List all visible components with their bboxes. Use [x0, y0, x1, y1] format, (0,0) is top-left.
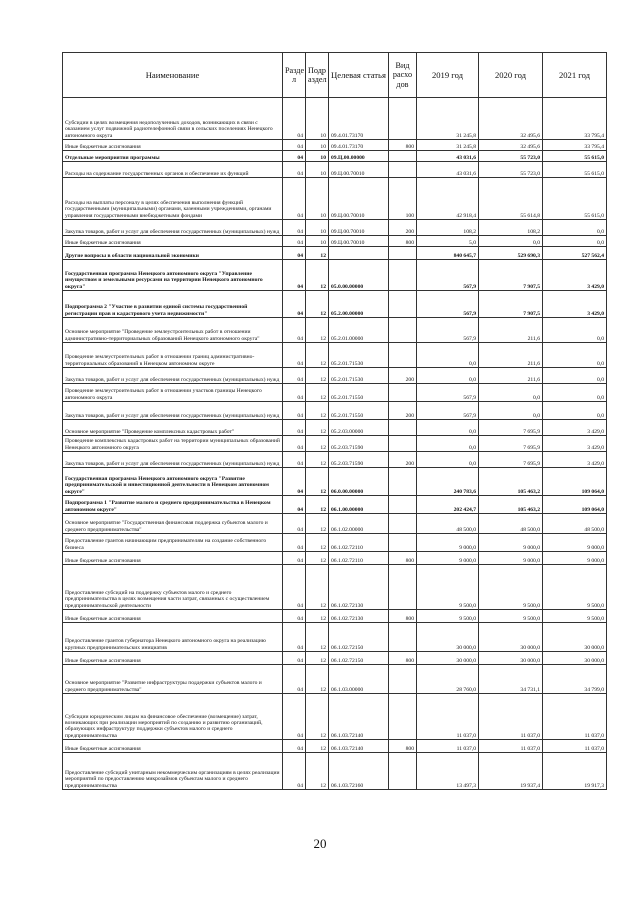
row-section: 04 — [283, 652, 306, 665]
table-row — [63, 452, 607, 468]
row-target-article: 09.Ц.00.70010 — [329, 162, 389, 178]
row-name: Государственная программа Ненецкого автономного округа "Развитие предпринимательской и инвестиционной деятельности в Ненецком автономном округе" — [63, 468, 283, 496]
row-amount-2019: 0,0 — [417, 368, 479, 384]
table-row — [63, 740, 607, 753]
row-amount-2020: 529 690,3 — [479, 247, 543, 260]
row-amount-2020: 7 907,5 — [479, 291, 543, 318]
row-section: 04 — [283, 140, 306, 151]
row-name: Подпрограмма 2 "Участие в развитии единой системы государственной регистрации прав и кадастрового учета недвижимости" — [63, 291, 283, 318]
table-row — [63, 534, 607, 552]
row-target-article: 06.1.02.72150 — [329, 623, 389, 652]
row-amount-2021: 34 799,0 — [543, 665, 607, 694]
row-target-article: 05.2.01.71550 — [329, 384, 389, 402]
row-expense-type — [389, 514, 417, 534]
row-expense-type: 800 — [389, 140, 417, 151]
row-section: 04 — [283, 178, 306, 220]
row-amount-2021: 9 500,0 — [543, 565, 607, 610]
table-row — [63, 162, 607, 178]
row-amount-2021: 9 000,0 — [543, 552, 607, 565]
row-target-article: 09.4.01.73170 — [329, 140, 389, 151]
row-section: 04 — [283, 468, 306, 496]
row-expense-type — [389, 291, 417, 318]
row-expense-type — [389, 623, 417, 652]
row-expense-type — [389, 162, 417, 178]
row-amount-2020: 55 723,0 — [479, 151, 543, 162]
row-amount-2020: 7 695,9 — [479, 436, 543, 452]
row-section: 04 — [283, 623, 306, 652]
row-amount-2020: 55 723,0 — [479, 162, 543, 178]
table-row — [63, 260, 607, 291]
row-amount-2020: 105 463,2 — [479, 468, 543, 496]
row-amount-2020: 108,2 — [479, 220, 543, 236]
table-row — [63, 98, 607, 140]
row-name: Расходы на содержание государственных органов и обеспечение их функций — [63, 162, 283, 178]
row-amount-2020: 105 463,2 — [479, 496, 543, 514]
row-amount-2019: 567,9 — [417, 291, 479, 318]
row-amount-2021: 0,0 — [543, 236, 607, 247]
row-amount-2019: 30 000,0 — [417, 652, 479, 665]
row-amount-2019: 5,0 — [417, 236, 479, 247]
row-name: Предоставление грантов губернатора Ненецкого автономного округа на реализацию крупных предпринимательских инициатив — [63, 623, 283, 652]
row-amount-2019: 31 245,8 — [417, 98, 479, 140]
table-row — [63, 753, 607, 790]
row-expense-type — [389, 420, 417, 436]
row-expense-type: 800 — [389, 652, 417, 665]
row-amount-2020: 48 500,0 — [479, 514, 543, 534]
row-expense-type: 800 — [389, 552, 417, 565]
row-target-article: 05.2.03.71590 — [329, 436, 389, 452]
row-section: 04 — [283, 162, 306, 178]
row-amount-2021: 30 000,0 — [543, 623, 607, 652]
row-name: Основное мероприятие "Проведение землеустроительных работ в отношении административно-территориальных образований Ненецкого автономного округа" — [63, 318, 283, 343]
row-amount-2021: 33 795,4 — [543, 140, 607, 151]
row-amount-2020: 0,0 — [479, 236, 543, 247]
row-amount-2019: 202 424,7 — [417, 496, 479, 514]
row-subsection: 12 — [306, 552, 329, 565]
row-name: Иные бюджетные ассигнования — [63, 236, 283, 247]
row-amount-2019: 11 037,0 — [417, 740, 479, 753]
row-amount-2019: 30 000,0 — [417, 623, 479, 652]
row-subsection: 12 — [306, 623, 329, 652]
row-section: 04 — [283, 220, 306, 236]
row-amount-2020: 55 614,8 — [479, 178, 543, 220]
row-amount-2020: 30 000,0 — [479, 623, 543, 652]
row-amount-2021: 109 064,0 — [543, 468, 607, 496]
row-subsection: 12 — [306, 565, 329, 610]
row-expense-type — [389, 384, 417, 402]
row-amount-2021: 0,0 — [543, 368, 607, 384]
row-expense-type — [389, 665, 417, 694]
row-amount-2021: 30 000,0 — [543, 652, 607, 665]
row-name: Закупка товаров, работ и услуг для обеспечения государственных (муниципальных) нужд — [63, 220, 283, 236]
row-amount-2019: 840 645,7 — [417, 247, 479, 260]
row-amount-2019: 43 031,6 — [417, 151, 479, 162]
row-subsection: 12 — [306, 740, 329, 753]
row-section: 04 — [283, 260, 306, 291]
table-row — [63, 623, 607, 652]
row-section: 04 — [283, 565, 306, 610]
row-expense-type: 800 — [389, 236, 417, 247]
row-subsection: 12 — [306, 514, 329, 534]
row-amount-2019: 567,9 — [417, 318, 479, 343]
table-row — [63, 220, 607, 236]
row-amount-2021: 527 562,4 — [543, 247, 607, 260]
row-amount-2021: 48 500,0 — [543, 514, 607, 534]
row-subsection: 12 — [306, 291, 329, 318]
row-amount-2019: 42 918,4 — [417, 178, 479, 220]
table-row — [63, 514, 607, 534]
table-row — [63, 420, 607, 436]
row-section: 04 — [283, 436, 306, 452]
row-name: Иные бюджетные ассигнования — [63, 552, 283, 565]
row-expense-type: 200 — [389, 402, 417, 420]
row-section: 04 — [283, 247, 306, 260]
row-amount-2019: 0,0 — [417, 452, 479, 468]
row-name: Субсидии юридическим лицам на финансовое обеспечение (возмещение) затрат, возникающих при реализации мероприятий по созданию и развитию организаций, образующих инфраструктуру поддержки субъектов малого и среднего предпринимательства — [63, 694, 283, 740]
row-amount-2021: 3 429,0 — [543, 260, 607, 291]
row-target-article: 05.2.01.71530 — [329, 343, 389, 368]
table-row — [63, 247, 607, 260]
row-name: Другие вопросы в области национальной экономики — [63, 247, 283, 260]
header-year-2020: 2020 год — [479, 53, 543, 98]
row-section: 04 — [283, 343, 306, 368]
row-amount-2021: 109 064,0 — [543, 496, 607, 514]
table-row — [63, 384, 607, 402]
row-subsection: 12 — [306, 260, 329, 291]
row-section: 04 — [283, 514, 306, 534]
row-name: Предоставление субсидий на поддержку субъектов малого и среднего предпринимательства в целях возмещения части затрат, связанных с осуществлением предпринимательской деятельности — [63, 565, 283, 610]
header-expense-type: Вид расхо дов — [389, 53, 417, 98]
row-subsection: 12 — [306, 436, 329, 452]
table-row — [63, 368, 607, 384]
row-amount-2020: 30 000,0 — [479, 652, 543, 665]
row-name: Расходы на выплаты персоналу в целях обеспечения выполнения функций государственными (муниципальными) органами, казенными учреждениями, органами управления государственными внебюджетными фондами — [63, 178, 283, 220]
row-amount-2019: 28 760,0 — [417, 665, 479, 694]
table-row — [63, 468, 607, 496]
table-row — [63, 343, 607, 368]
row-target-article: 06.0.00.00000 — [329, 468, 389, 496]
row-subsection: 10 — [306, 162, 329, 178]
row-section: 04 — [283, 318, 306, 343]
row-amount-2019: 567,9 — [417, 384, 479, 402]
row-amount-2020: 11 037,0 — [479, 694, 543, 740]
table-row — [63, 178, 607, 220]
row-amount-2019: 9 500,0 — [417, 565, 479, 610]
row-expense-type — [389, 98, 417, 140]
table-row — [63, 151, 607, 162]
row-subsection: 12 — [306, 534, 329, 552]
row-amount-2021: 33 795,4 — [543, 98, 607, 140]
row-amount-2021: 3 429,0 — [543, 452, 607, 468]
table-row — [63, 402, 607, 420]
row-target-article: 06.1.02.72130 — [329, 565, 389, 610]
row-name: Закупка товаров, работ и услуг для обеспечения государственных (муниципальных) нужд — [63, 402, 283, 420]
row-target-article: 06.1.02.72110 — [329, 534, 389, 552]
row-expense-type — [389, 565, 417, 610]
table-row — [63, 318, 607, 343]
table-row — [63, 652, 607, 665]
row-section: 04 — [283, 452, 306, 468]
row-name: Иные бюджетные ассигнования — [63, 652, 283, 665]
row-target-article: 05.2.03.00000 — [329, 420, 389, 436]
row-subsection: 12 — [306, 694, 329, 740]
row-subsection: 12 — [306, 468, 329, 496]
row-amount-2020: 32 495,6 — [479, 140, 543, 151]
row-amount-2021: 11 037,0 — [543, 740, 607, 753]
row-expense-type — [389, 151, 417, 162]
row-name: Проведение землеустроительных работ в отношении участков границы Ненецкого автономного округа — [63, 384, 283, 402]
row-target-article: 09.Ц.00.70010 — [329, 220, 389, 236]
table-row — [63, 496, 607, 514]
row-amount-2021: 0,0 — [543, 318, 607, 343]
table-row — [63, 665, 607, 694]
row-target-article: 05.2.00.00000 — [329, 291, 389, 318]
row-target-article: 09.Ц.00.70010 — [329, 236, 389, 247]
row-amount-2021: 0,0 — [543, 384, 607, 402]
row-target-article: 06.1.02.72150 — [329, 652, 389, 665]
row-target-article: 06.1.02.72130 — [329, 610, 389, 623]
row-amount-2021: 9 000,0 — [543, 534, 607, 552]
row-expense-type — [389, 436, 417, 452]
row-subsection: 12 — [306, 652, 329, 665]
row-amount-2020: 19 937,4 — [479, 753, 543, 790]
row-name: Основное мероприятие "Развитие инфраструктуры поддержки субъектов малого и среднего предпринимательства" — [63, 665, 283, 694]
header-year-2019: 2019 год — [417, 53, 479, 98]
row-section: 04 — [283, 236, 306, 247]
row-amount-2021: 55 615,0 — [543, 162, 607, 178]
row-name: Проведение землеустроительных работ в отношении границ административно-территориальных образований в Ненецком автономном округе — [63, 343, 283, 368]
row-amount-2021: 55 615,0 — [543, 178, 607, 220]
row-amount-2021: 9 500,0 — [543, 610, 607, 623]
row-name: Основное мероприятие "Проведение комплексных кадастровых работ" — [63, 420, 283, 436]
row-amount-2020: 34 731,1 — [479, 665, 543, 694]
row-amount-2020: 9 500,0 — [479, 565, 543, 610]
row-target-article: 06.1.02.00000 — [329, 514, 389, 534]
row-section: 04 — [283, 665, 306, 694]
row-amount-2021: 0,0 — [543, 343, 607, 368]
row-target-article: 05.2.01.71530 — [329, 368, 389, 384]
table-row — [63, 291, 607, 318]
row-section: 04 — [283, 402, 306, 420]
row-section: 04 — [283, 368, 306, 384]
row-expense-type — [389, 534, 417, 552]
row-amount-2021: 11 037,0 — [543, 694, 607, 740]
row-section: 04 — [283, 291, 306, 318]
row-expense-type: 200 — [389, 220, 417, 236]
row-expense-type: 100 — [389, 178, 417, 220]
row-target-article: 06.1.03.72140 — [329, 694, 389, 740]
row-expense-type: 200 — [389, 368, 417, 384]
row-expense-type — [389, 468, 417, 496]
row-subsection: 10 — [306, 178, 329, 220]
row-target-article: 06.1.03.72160 — [329, 753, 389, 790]
row-expense-type: 800 — [389, 740, 417, 753]
row-amount-2019: 9 000,0 — [417, 552, 479, 565]
row-section: 04 — [283, 740, 306, 753]
row-section: 04 — [283, 610, 306, 623]
row-expense-type — [389, 247, 417, 260]
row-amount-2021: 19 917,3 — [543, 753, 607, 790]
row-expense-type: 800 — [389, 610, 417, 623]
row-amount-2020: 9 000,0 — [479, 534, 543, 552]
row-subsection: 12 — [306, 452, 329, 468]
row-name: Отдельные мероприятия программы — [63, 151, 283, 162]
row-subsection: 10 — [306, 236, 329, 247]
row-target-article: 06.1.03.72140 — [329, 740, 389, 753]
row-name: Проведение комплексных кадастровых работ на территории муниципальных образований Ненецкого автономного округа — [63, 436, 283, 452]
row-amount-2020: 0,0 — [479, 384, 543, 402]
row-subsection: 12 — [306, 610, 329, 623]
row-amount-2019: 0,0 — [417, 436, 479, 452]
table-row — [63, 565, 607, 610]
row-amount-2021: 3 429,0 — [543, 291, 607, 318]
budget-table — [62, 52, 607, 790]
row-amount-2020: 211,6 — [479, 343, 543, 368]
row-amount-2020: 211,6 — [479, 368, 543, 384]
row-amount-2019: 567,9 — [417, 402, 479, 420]
row-amount-2019: 567,9 — [417, 260, 479, 291]
row-section: 04 — [283, 420, 306, 436]
row-section: 04 — [283, 534, 306, 552]
row-amount-2021: 0,0 — [543, 220, 607, 236]
row-amount-2019: 48 500,0 — [417, 514, 479, 534]
row-expense-type — [389, 343, 417, 368]
row-amount-2019: 108,2 — [417, 220, 479, 236]
row-amount-2019: 11 037,0 — [417, 694, 479, 740]
table-row — [63, 236, 607, 247]
row-section: 04 — [283, 753, 306, 790]
header-section: Разде л — [283, 53, 306, 98]
row-subsection: 10 — [306, 151, 329, 162]
row-subsection: 10 — [306, 140, 329, 151]
row-subsection: 12 — [306, 368, 329, 384]
row-amount-2021: 3 429,0 — [543, 436, 607, 452]
row-amount-2020: 211,6 — [479, 318, 543, 343]
row-target-article: 05.0.00.00000 — [329, 260, 389, 291]
row-amount-2021: 0,0 — [543, 402, 607, 420]
row-expense-type — [389, 260, 417, 291]
row-section: 04 — [283, 496, 306, 514]
row-name: Предоставление субсидий унитарным некоммерческим организациям в целях реализации мероприятий по предоставлению микрозаймов субъектам малого и среднего предпринимательства — [63, 753, 283, 790]
row-target-article: 06.1.03.00000 — [329, 665, 389, 694]
row-target-article: 09.Ц.00.70010 — [329, 178, 389, 220]
row-subsection: 12 — [306, 665, 329, 694]
row-section: 04 — [283, 151, 306, 162]
row-subsection: 12 — [306, 402, 329, 420]
row-amount-2019: 31 245,8 — [417, 140, 479, 151]
row-subsection: 10 — [306, 220, 329, 236]
row-amount-2020: 7 907,5 — [479, 260, 543, 291]
row-amount-2021: 3 429,0 — [543, 420, 607, 436]
row-target-article: 09.Ц.00.00000 — [329, 151, 389, 162]
row-name: Подпрограмма 1 "Развитие малого и среднего предпринимательства в Ненецком автономном округе" — [63, 496, 283, 514]
row-section: 04 — [283, 98, 306, 140]
row-amount-2020: 7 695,9 — [479, 420, 543, 436]
table-row — [63, 610, 607, 623]
row-expense-type — [389, 694, 417, 740]
row-section: 04 — [283, 552, 306, 565]
row-name: Иные бюджетные ассигнования — [63, 740, 283, 753]
row-amount-2019: 240 783,6 — [417, 468, 479, 496]
row-subsection: 12 — [306, 384, 329, 402]
table-row — [63, 140, 607, 151]
page-number: 20 — [313, 836, 327, 851]
row-expense-type — [389, 753, 417, 790]
row-expense-type — [389, 318, 417, 343]
row-amount-2021: 55 615,0 — [543, 151, 607, 162]
row-amount-2020: 32 495,6 — [479, 98, 543, 140]
row-amount-2019: 9 000,0 — [417, 534, 479, 552]
row-name: Закупка товаров, работ и услуг для обеспечения государственных (муниципальных) нужд — [63, 368, 283, 384]
row-amount-2019: 13 497,3 — [417, 753, 479, 790]
row-expense-type — [389, 496, 417, 514]
row-subsection: 12 — [306, 247, 329, 260]
row-name: Иные бюджетные ассигнования — [63, 610, 283, 623]
row-expense-type: 200 — [389, 452, 417, 468]
table-row — [63, 552, 607, 565]
row-target-article: 06.1.02.72110 — [329, 552, 389, 565]
row-name: Субсидии в целях возмещения недополученных доходов, возникающих в связи с оказанием услуг подвижной радиотелефонной связи в сельских поселениях Ненецкого автономного округа — [63, 98, 283, 140]
table-row — [63, 436, 607, 452]
row-name: Основное мероприятие "Государственная финансовая поддержка субъектов малого и среднего предпринимательства" — [63, 514, 283, 534]
row-name: Закупка товаров, работ и услуг для обеспечения государственных (муниципальных) нужд — [63, 452, 283, 468]
table-row — [63, 694, 607, 740]
row-amount-2019: 43 031,6 — [417, 162, 479, 178]
row-amount-2020: 11 037,0 — [479, 740, 543, 753]
row-subsection: 12 — [306, 318, 329, 343]
row-target-article: 06.1.00.00000 — [329, 496, 389, 514]
row-name: Предоставление грантов начинающим предпринимателям на создание собственного бизнеса — [63, 534, 283, 552]
row-target-article: 05.2.01.71550 — [329, 402, 389, 420]
row-section: 04 — [283, 694, 306, 740]
header-year-2021: 2021 год — [543, 53, 607, 98]
row-amount-2019: 0,0 — [417, 343, 479, 368]
header-target-article: Целевая статья — [329, 53, 389, 98]
table-body — [63, 98, 607, 790]
table-header-row — [63, 53, 607, 98]
row-amount-2019: 9 500,0 — [417, 610, 479, 623]
row-target-article: 09.4.01.73170 — [329, 98, 389, 140]
row-amount-2019: 0,0 — [417, 420, 479, 436]
row-subsection: 12 — [306, 343, 329, 368]
row-name: Иные бюджетные ассигнования — [63, 140, 283, 151]
row-subsection: 10 — [306, 98, 329, 140]
row-subsection: 12 — [306, 420, 329, 436]
row-amount-2020: 0,0 — [479, 402, 543, 420]
row-amount-2020: 7 695,9 — [479, 452, 543, 468]
row-target-article: 05.2.01.00000 — [329, 318, 389, 343]
header-subsection: Подр аздел — [306, 53, 329, 98]
header-name: Наименование — [63, 53, 283, 98]
row-subsection: 12 — [306, 496, 329, 514]
row-section: 04 — [283, 384, 306, 402]
row-target-article: 05.2.03.71590 — [329, 452, 389, 468]
row-amount-2020: 9 000,0 — [479, 552, 543, 565]
row-amount-2020: 9 500,0 — [479, 610, 543, 623]
row-target-article — [329, 247, 389, 260]
row-name: Государственная программа Ненецкого автономного округа "Управление имуществом и земельными ресурсами на территории Ненецкого автономного округа" — [63, 260, 283, 291]
row-subsection: 12 — [306, 753, 329, 790]
